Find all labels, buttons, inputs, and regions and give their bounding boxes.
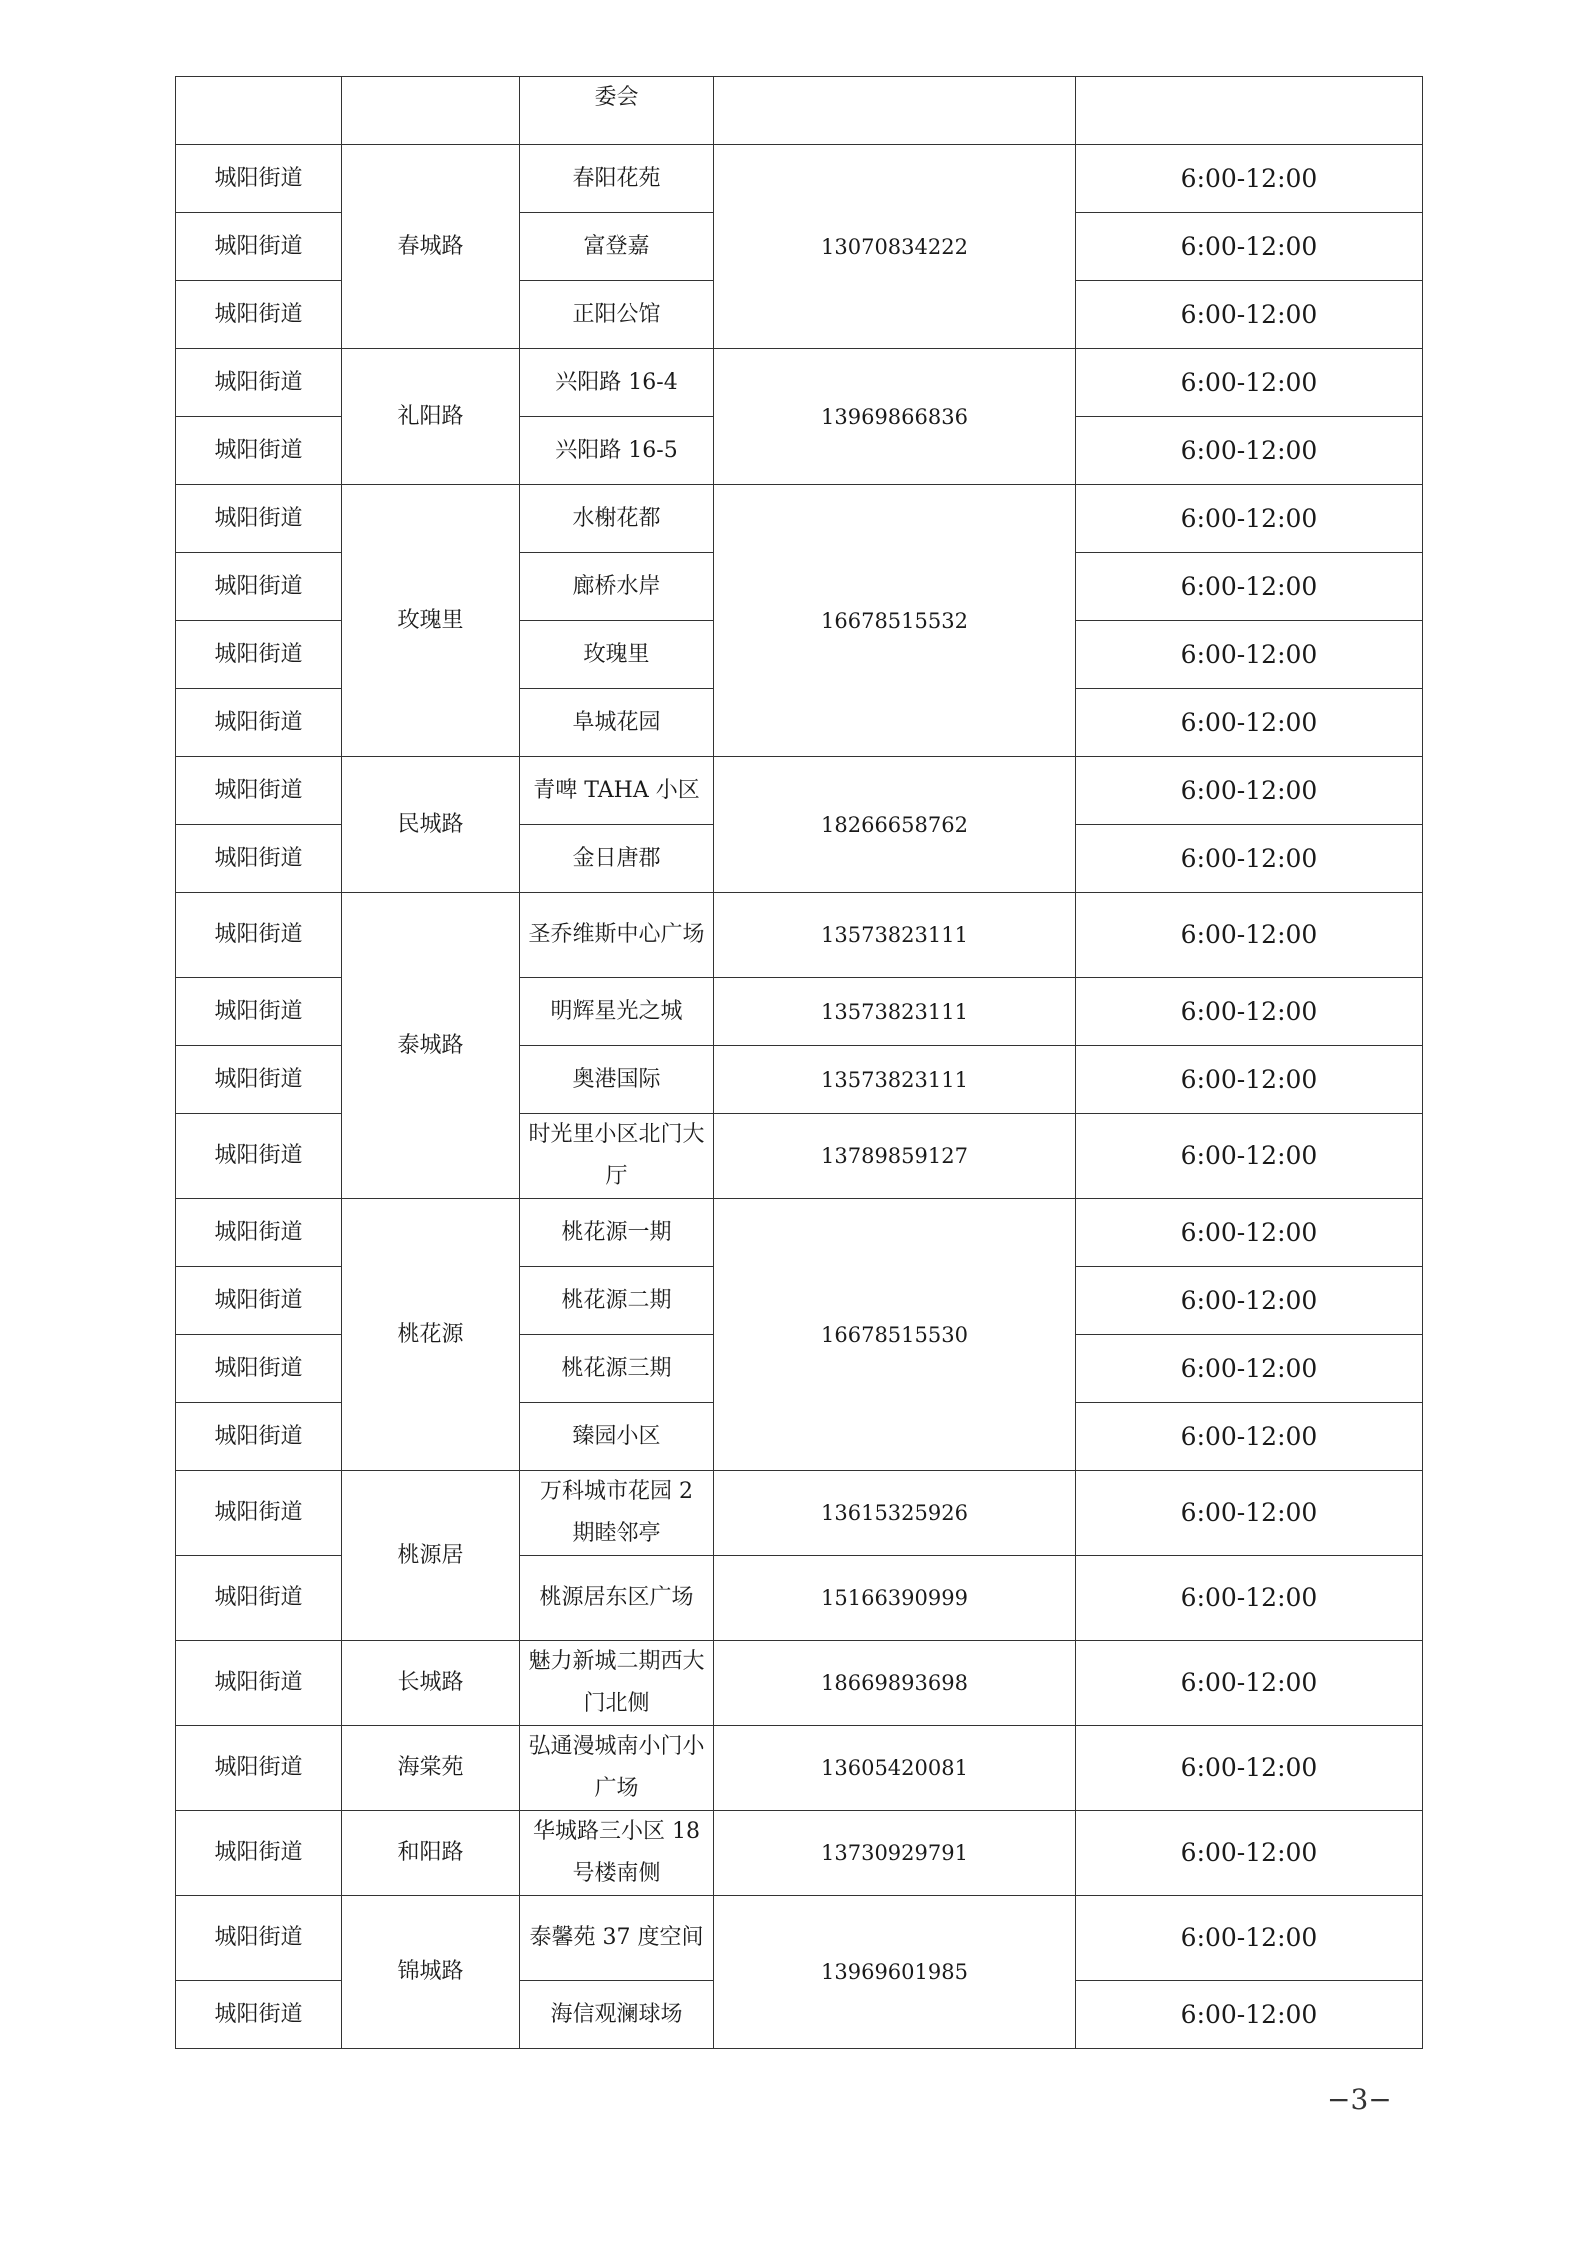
place-cell: 阜城花园: [520, 689, 714, 757]
place-cell: 春阳花苑: [520, 145, 714, 213]
time-cell: 6:00-12:00: [1076, 689, 1423, 757]
phone-cell: 13573823111: [714, 978, 1076, 1046]
street-cell: 城阳街道: [176, 757, 342, 825]
community-cell: 桃源居: [342, 1471, 520, 1641]
place-cell: 时光里小区北门大厅: [520, 1114, 714, 1199]
street-cell: 城阳街道: [176, 1811, 342, 1896]
table-row: [176, 145, 1423, 213]
community-cell: 泰城路: [342, 893, 520, 1199]
place-cell: 玫瑰里: [520, 621, 714, 689]
place-cell: 青啤 TAHA 小区: [520, 757, 714, 825]
time-cell: 6:00-12:00: [1076, 1046, 1423, 1114]
table-row: [176, 757, 1423, 825]
time-cell: 6:00-12:00: [1076, 145, 1423, 213]
time-cell: 6:00-12:00: [1076, 349, 1423, 417]
time-cell: 6:00-12:00: [1076, 1335, 1423, 1403]
time-cell: 6:00-12:00: [1076, 1403, 1423, 1471]
time-cell: [1076, 77, 1423, 145]
place-cell: 委会: [520, 77, 714, 145]
street-cell: 城阳街道: [176, 621, 342, 689]
place-cell: 富登嘉: [520, 213, 714, 281]
place-cell: 水榭花都: [520, 485, 714, 553]
phone-cell: 18669893698: [714, 1641, 1076, 1726]
place-cell: 臻园小区: [520, 1403, 714, 1471]
time-cell: 6:00-12:00: [1076, 1556, 1423, 1641]
phone-cell: 13789859127: [714, 1114, 1076, 1199]
phone-cell: 13969601985: [714, 1896, 1076, 2049]
time-cell: 6:00-12:00: [1076, 1267, 1423, 1335]
street-cell: 城阳街道: [176, 978, 342, 1046]
street-cell: 城阳街道: [176, 1556, 342, 1641]
place-cell: 兴阳路 16-4: [520, 349, 714, 417]
place-cell: 桃源居东区广场: [520, 1556, 714, 1641]
time-cell: 6:00-12:00: [1076, 553, 1423, 621]
phone-cell: 13730929791: [714, 1811, 1076, 1896]
street-cell: 城阳街道: [176, 689, 342, 757]
street-cell: 城阳街道: [176, 485, 342, 553]
table-row: [176, 893, 1423, 978]
time-cell: 6:00-12:00: [1076, 1471, 1423, 1556]
community-cell: 海棠苑: [342, 1726, 520, 1811]
place-cell: 万科城市花园 2 期睦邻亭: [520, 1471, 714, 1556]
time-cell: 6:00-12:00: [1076, 1811, 1423, 1896]
place-cell: 魅力新城二期西大门北侧: [520, 1641, 714, 1726]
time-cell: 6:00-12:00: [1076, 757, 1423, 825]
street-cell: 城阳街道: [176, 1641, 342, 1726]
time-cell: 6:00-12:00: [1076, 281, 1423, 349]
phone-cell: 16678515532: [714, 485, 1076, 757]
place-cell: 海信观澜球场: [520, 1981, 714, 2049]
street-cell: 城阳街道: [176, 213, 342, 281]
table-row: [176, 1726, 1423, 1811]
phone-cell: 16678515530: [714, 1199, 1076, 1471]
community-cell: 和阳路: [342, 1811, 520, 1896]
street-cell: 城阳街道: [176, 825, 342, 893]
table-row: [176, 1896, 1423, 1981]
place-cell: 泰馨苑 37 度空间: [520, 1896, 714, 1981]
place-cell: 奥港国际: [520, 1046, 714, 1114]
time-cell: 6:00-12:00: [1076, 417, 1423, 485]
community-cell: 春城路: [342, 145, 520, 349]
community-cell: 锦城路: [342, 1896, 520, 2049]
phone-cell: [714, 77, 1076, 145]
phone-cell: 18266658762: [714, 757, 1076, 893]
street-cell: 城阳街道: [176, 1199, 342, 1267]
time-cell: 6:00-12:00: [1076, 485, 1423, 553]
community-cell: 桃花源: [342, 1199, 520, 1471]
community-cell: 长城路: [342, 1641, 520, 1726]
time-cell: 6:00-12:00: [1076, 1726, 1423, 1811]
place-cell: 廊桥水岸: [520, 553, 714, 621]
street-cell: 城阳街道: [176, 1267, 342, 1335]
street-cell: 城阳街道: [176, 349, 342, 417]
street-cell: 城阳街道: [176, 1403, 342, 1471]
phone-cell: 15166390999: [714, 1556, 1076, 1641]
street-cell: 城阳街道: [176, 1896, 342, 1981]
place-cell: 明辉星光之城: [520, 978, 714, 1046]
street-cell: 城阳街道: [176, 145, 342, 213]
place-cell: 桃花源二期: [520, 1267, 714, 1335]
phone-cell: 13969866836: [714, 349, 1076, 485]
time-cell: 6:00-12:00: [1076, 213, 1423, 281]
street-cell: 城阳街道: [176, 281, 342, 349]
place-cell: 金日唐郡: [520, 825, 714, 893]
street-cell: [176, 77, 342, 145]
community-cell: 玫瑰里: [342, 485, 520, 757]
time-cell: 6:00-12:00: [1076, 1114, 1423, 1199]
phone-cell: 13573823111: [714, 893, 1076, 978]
street-cell: 城阳街道: [176, 1114, 342, 1199]
phone-cell: 13615325926: [714, 1471, 1076, 1556]
time-cell: 6:00-12:00: [1076, 1641, 1423, 1726]
phone-cell: 13605420081: [714, 1726, 1076, 1811]
phone-cell: 13573823111: [714, 1046, 1076, 1114]
community-cell: [342, 77, 520, 145]
table-row: [176, 77, 1423, 145]
phone-cell: 13070834222: [714, 145, 1076, 349]
table-row: [176, 349, 1423, 417]
table-row: [176, 1471, 1423, 1556]
table-row: [176, 1199, 1423, 1267]
street-cell: 城阳街道: [176, 553, 342, 621]
time-cell: 6:00-12:00: [1076, 1981, 1423, 2049]
time-cell: 6:00-12:00: [1076, 1896, 1423, 1981]
time-cell: 6:00-12:00: [1076, 621, 1423, 689]
street-cell: 城阳街道: [176, 1335, 342, 1403]
place-cell: 桃花源一期: [520, 1199, 714, 1267]
place-cell: 正阳公馆: [520, 281, 714, 349]
place-cell: 弘通漫城南小门小广场: [520, 1726, 714, 1811]
community-cell: 民城路: [342, 757, 520, 893]
street-cell: 城阳街道: [176, 893, 342, 978]
street-cell: 城阳街道: [176, 1046, 342, 1114]
street-cell: 城阳街道: [176, 1981, 342, 2049]
schedule-table: [175, 76, 1423, 2049]
time-cell: 6:00-12:00: [1076, 825, 1423, 893]
place-cell: 华城路三小区 18 号楼南侧: [520, 1811, 714, 1896]
place-cell: 圣乔维斯中心广场: [520, 893, 714, 978]
place-cell: 桃花源三期: [520, 1335, 714, 1403]
table-row: [176, 1811, 1423, 1896]
time-cell: 6:00-12:00: [1076, 1199, 1423, 1267]
table-row: [176, 485, 1423, 553]
table-row: [176, 1641, 1423, 1726]
street-cell: 城阳街道: [176, 1471, 342, 1556]
community-cell: 礼阳路: [342, 349, 520, 485]
time-cell: 6:00-12:00: [1076, 978, 1423, 1046]
place-cell: 兴阳路 16-5: [520, 417, 714, 485]
street-cell: 城阳街道: [176, 1726, 342, 1811]
street-cell: 城阳街道: [176, 417, 342, 485]
page-number: −3−: [1327, 2083, 1392, 2116]
time-cell: 6:00-12:00: [1076, 893, 1423, 978]
